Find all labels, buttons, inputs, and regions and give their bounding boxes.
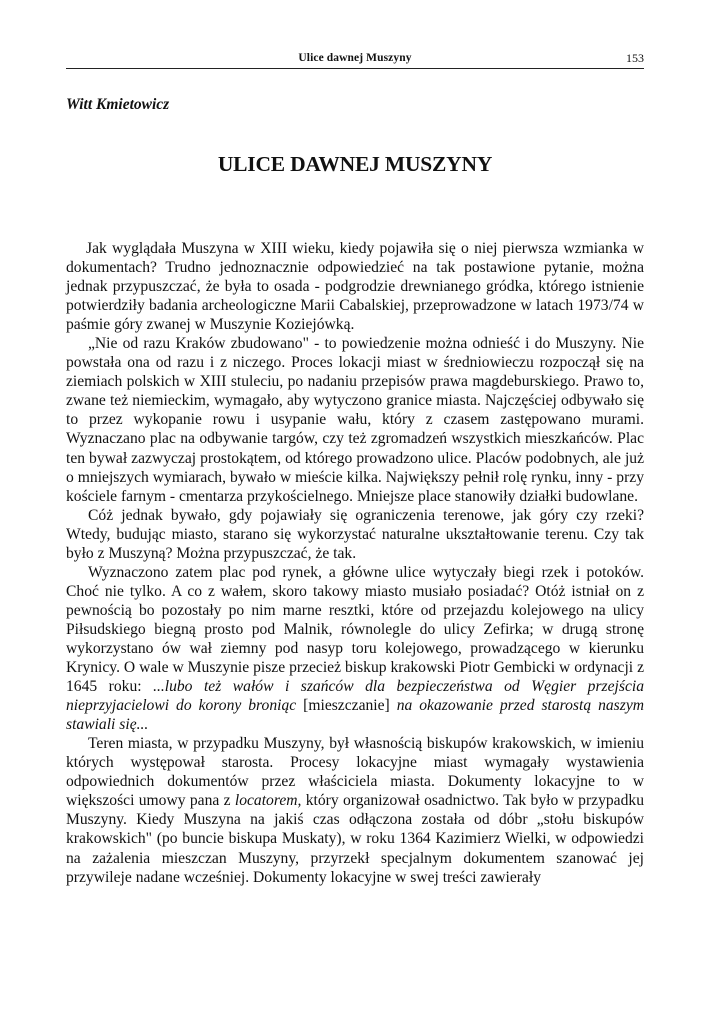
article-body: [66, 239, 644, 887]
gembicki-quote-part-1: ...lubo też wałów i szańców dla bezpieczeństwa od Węgier przejścia nieprzyjacielowi do korony broniąc: [66, 678, 644, 715]
paragraph-4-text: Wyznaczono zatem plac pod rynek, a główne ulice wytyczały biegi rzek i potoków. Choć nie tylko. A co z wałem, skoro takowy miasto musiało posiadać? Otóż istniał on z pewnością bo pozostały po nim marne resztki, które od przejazdu kolejowego na ulicy Piłsudskiego biegną prosto pod Malnik, równolegle do ulicy Zefirka; w drugą stronę wykorzystano ów wał ziemny pod nasyp toru kolejowego, prowadzącego w kierunku Krynicy. O wale w Muszynie pisze przecież biskup krakowski Piotr Gembicki w ordynacji z 1645 roku:: [66, 563, 644, 696]
article-title: ULICE DAWNEJ MUSZYNY: [217, 152, 493, 176]
running-title: Ulice dawnej Muszyny: [298, 52, 412, 64]
paragraph-5-text-end: który organizował osadnictwo. Tak było w przypadku Muszyny. Kiedy Muszyna na jakiś czas odłączona została od dóbr „stołu biskupów krakowskich" (po buncie biskupa Muskaty), w roku 1364 Kazimierz Wielki, w odpowiedzi na zażalenia mieszczan Muszyny, przyrzekł specjalnym dokumentem szanować jej przywileje nadane wcześniej. Dokumenty lokacyjne w swej treści zawierały: [66, 792, 644, 886]
paragraph-3: Cóż jednak bywało, gdy pojawiały się ograniczenia terenowe, jak góry czy rzeki? Wtedy, budując miasto, starano się wykorzystać naturalne ukształtowanie terenu. Czy tak było z Muszyną? Można przypuszczać, że tak.: [66, 506, 644, 562]
paragraph-2: „Nie od razu Kraków zbudowano" - to powiedzenie można odnieść i do Muszyny. Nie powstała ona od razu i z niczego. Proces lokacji miast w średniowieczu rozpoczął się na ziemiach polskich w XIII stuleciu, po nadaniu przepisów prawa magdeburskiego. Prawo to, zwane też niemieckim, wymagało, aby wytyczono granice miasta. Najczęściej odbywało się to przez wykopanie rowu i usypanie wału, który z czasem zastępowano murami. Wyznaczano plac na odbywanie targów, czy też zgromadzeń wszystkich mieszkańców. Plac ten bywał zazwyczaj prostokątem, od którego prowadzono ulice. Placów podobnych, ale już o mniejszych wymiarach, bywało w mieście kilka. Największy pełnił rolę rynku, inny - przy kościele farnym - cmentarza przykościelnego. Mniejsze place stanowiły działki budowlane.: [66, 335, 644, 505]
paragraph-5-text-start: Teren miasta, w przypadku Muszyny, był własnością biskupów krakowskich, w imieniu których występował starosta. Procesy lokacyjne miast wymagały wystawienia odpowiednich dokumentów przez właściciela miasta. Dokumenty lokacyjne to w większości umowy pana z: [66, 735, 644, 810]
running-header: [66, 52, 644, 69]
page-number: 153: [626, 51, 644, 65]
paragraph-4: [66, 563, 644, 734]
author-name: Witt Kmietowicz: [66, 96, 170, 113]
paragraph-1: Jak wyglądała Muszyna w XIII wieku, kiedy pojawiła się o niej pierwsza wzmianka w dokumentach? Trudno jednoznacznie odpowiedzieć na tak postawione pytanie, można jednak przypuszczać, że była to osada - podgrodzie drewnianego gródka, którego istnienie potwierdziły badania archeologiczne Marii Cabalskiej, przeprowadzone w latach 1973/74 w paśmie góry zwanej w Muszynie Koziejówką.: [66, 240, 644, 334]
paragraph-4-insert: [mieszczanie]: [296, 697, 397, 715]
paragraph-5: [66, 734, 644, 886]
gembicki-quote-part-2: na okazowanie przed starostą naszym stawiali się...: [66, 697, 645, 734]
locator-term: locatorem,: [234, 792, 302, 810]
